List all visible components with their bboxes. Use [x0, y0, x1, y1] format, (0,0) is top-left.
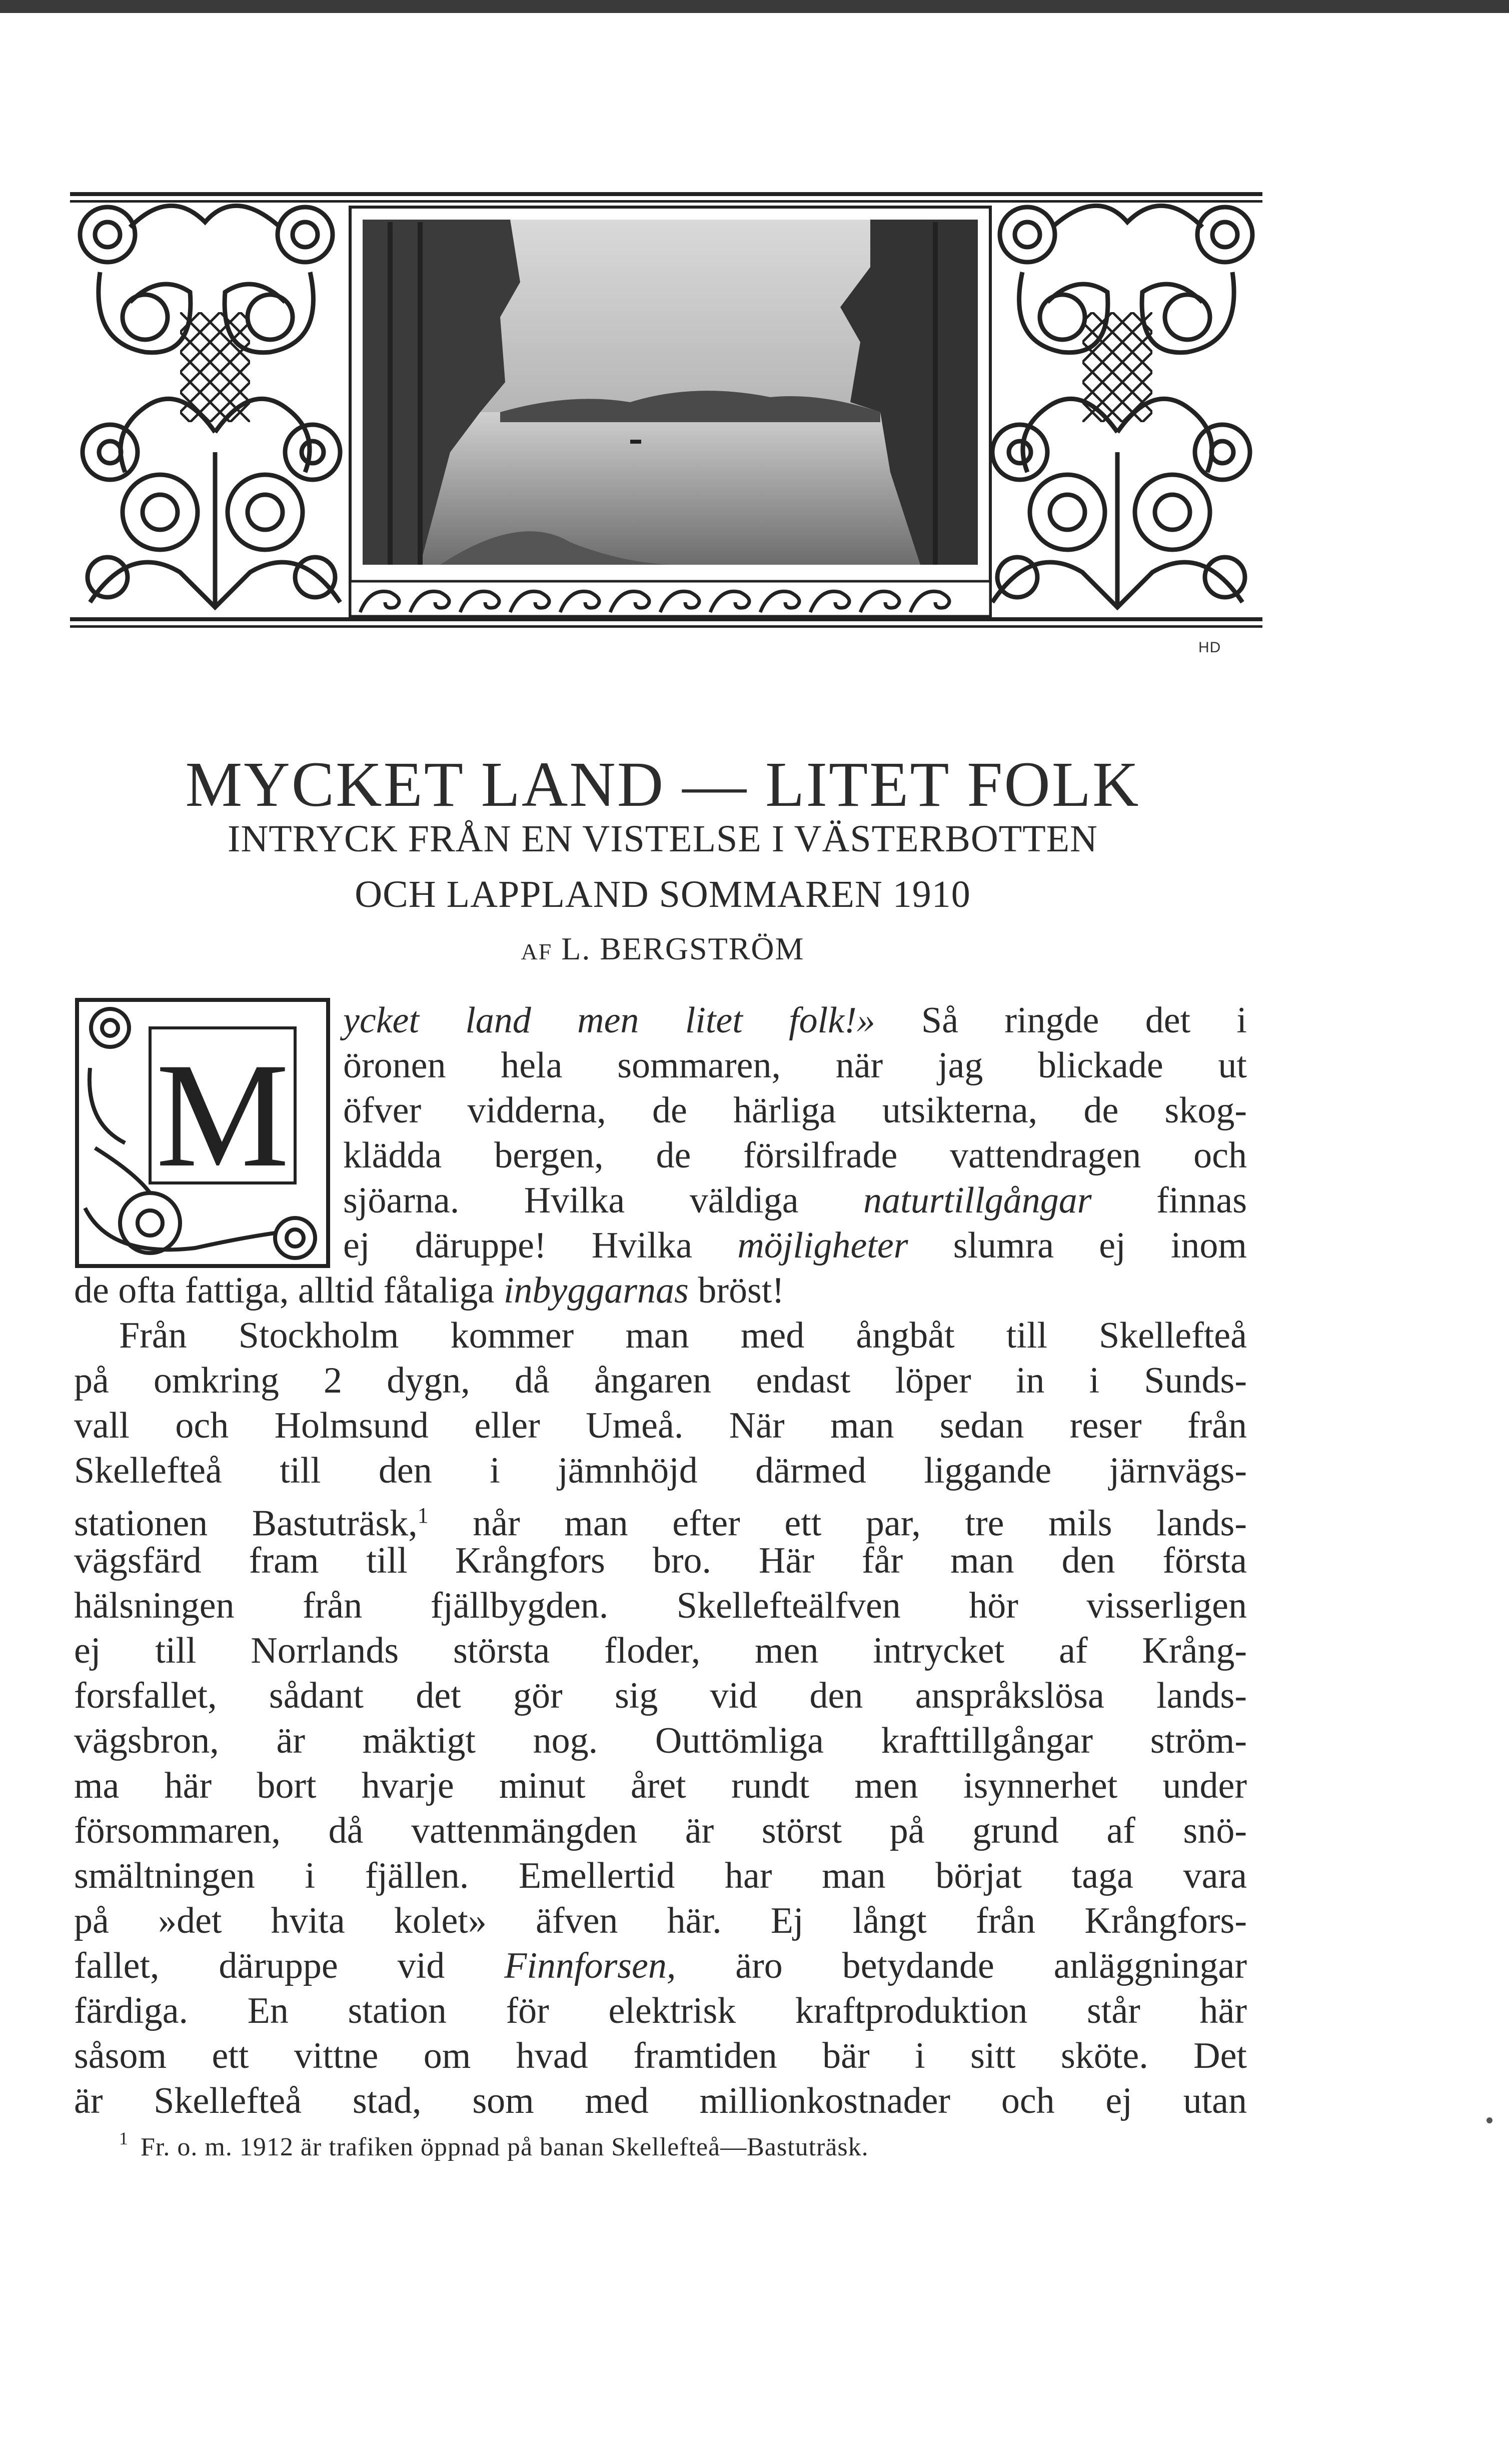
margin-speck: [1486, 2117, 1492, 2123]
body-line-2: öronen hela sommaren, när jag blickade ut: [343, 1045, 1247, 1086]
scan-top-edge: [0, 0, 1509, 13]
scroll-band: [350, 581, 990, 616]
footnote: [119, 2128, 869, 2162]
byline-author: L. BERGSTRÖM: [561, 931, 805, 966]
drop-cap-letter: M: [156, 1032, 290, 1198]
body-line-14: hälsningen från fjällbygden. Skellefteälfven hör visserligen: [74, 1585, 1247, 1626]
article-subtitle-line-1: INTRYCK FRÅN EN VISTELSE I VÄSTERBOTTEN: [228, 818, 1098, 860]
body-line-24: såsom ett vittne om hvad framtiden bär i sitt sköte. Det: [74, 2035, 1247, 2076]
body-line-10: vall och Holmsund eller Umeå. När man sedan reser från: [74, 1405, 1247, 1446]
body-line-17: vägsbron, är mäktigt nog. Outtömliga krafttillgångar ström-: [74, 1720, 1247, 1761]
body-line-4: klädda bergen, de försilfrade vattendragen och: [343, 1135, 1247, 1176]
body-line-16: forsfallet, sådant det gör sig vid den anspråkslösa lands-: [74, 1675, 1247, 1716]
footnote-text: Fr. o. m. 1912 är trafiken öppnad på banan Skellefteå—Bastuträsk.: [141, 2133, 869, 2161]
body-line-6: ej däruppe! Hvilka möjligheter slumra ej inom: [343, 1225, 1247, 1266]
body-line-22: fallet, däruppe vid Finnforsen, äro betydande anläggningar: [74, 1945, 1247, 1986]
body-line-5: sjöarna. Hvilka väldiga naturtillgångar finnas: [343, 1180, 1247, 1221]
article-title: MYCKET LAND — LITET FOLK: [185, 749, 1140, 820]
byline-prefix: AF: [521, 939, 553, 964]
body-line-25: är Skellefteå stad, som med millionkostnader och ej utan: [74, 2080, 1247, 2121]
artist-monogram: HD: [1198, 639, 1221, 656]
body-line-23: färdiga. En station för elektrisk kraftproduktion står här: [74, 1990, 1247, 2031]
body-line-19: försommaren, då vattenmängden är störst på grund af snö-: [74, 1810, 1247, 1851]
body-line-21: på »det hvita kolet» äfven här. Ej långt från Krångfors-: [74, 1900, 1247, 1941]
body-line-13: vägsfärd fram till Krångfors bro. Här får man den första: [74, 1540, 1247, 1581]
body-line-1: ycket land men litet folk!» Så ringde det i: [343, 1000, 1247, 1041]
drop-cap-ornament: [75, 998, 330, 1268]
footnote-marker: 1: [119, 2128, 129, 2148]
photo-forest-lake: [363, 220, 978, 565]
left-floral-ornament: [80, 206, 340, 607]
right-floral-ornament: [992, 206, 1252, 607]
article-subtitle-line-2: OCH LAPPLAND SOMMAREN 1910: [355, 873, 971, 915]
body-line-7: de ofta fattiga, alltid fåtaliga inbyggarnas bröst!: [74, 1270, 784, 1311]
body-line-8: Från Stockholm kommer man med ångbåt till Skellefteå: [119, 1315, 1247, 1356]
body-line-18: ma här bort hvarje minut året rundt men isynnerhet under: [74, 1765, 1247, 1806]
body-line-9: på omkring 2 dygn, då ångaren endast löper in i Sunds-: [74, 1360, 1247, 1401]
byline: [0, 930, 1325, 967]
body-line-11: Skellefteå till den i jämnhöjd därmed liggande järnvägs-: [74, 1450, 1247, 1491]
body-line-12: stationen Bastuträsk,$^1$ når man efter ett par, tre mils lands-: [74, 1503, 1247, 1544]
body-line-3: öfver vidderna, de härliga utsikterna, de skog-: [343, 1090, 1247, 1131]
body-line-20: smältningen i fjällen. Emellertid har man börjat taga vara: [74, 1855, 1247, 1896]
header-ornament-illustration: [70, 192, 1262, 632]
body-line-15: ej till Norrlands största floder, men intrycket af Krång-: [74, 1630, 1247, 1671]
